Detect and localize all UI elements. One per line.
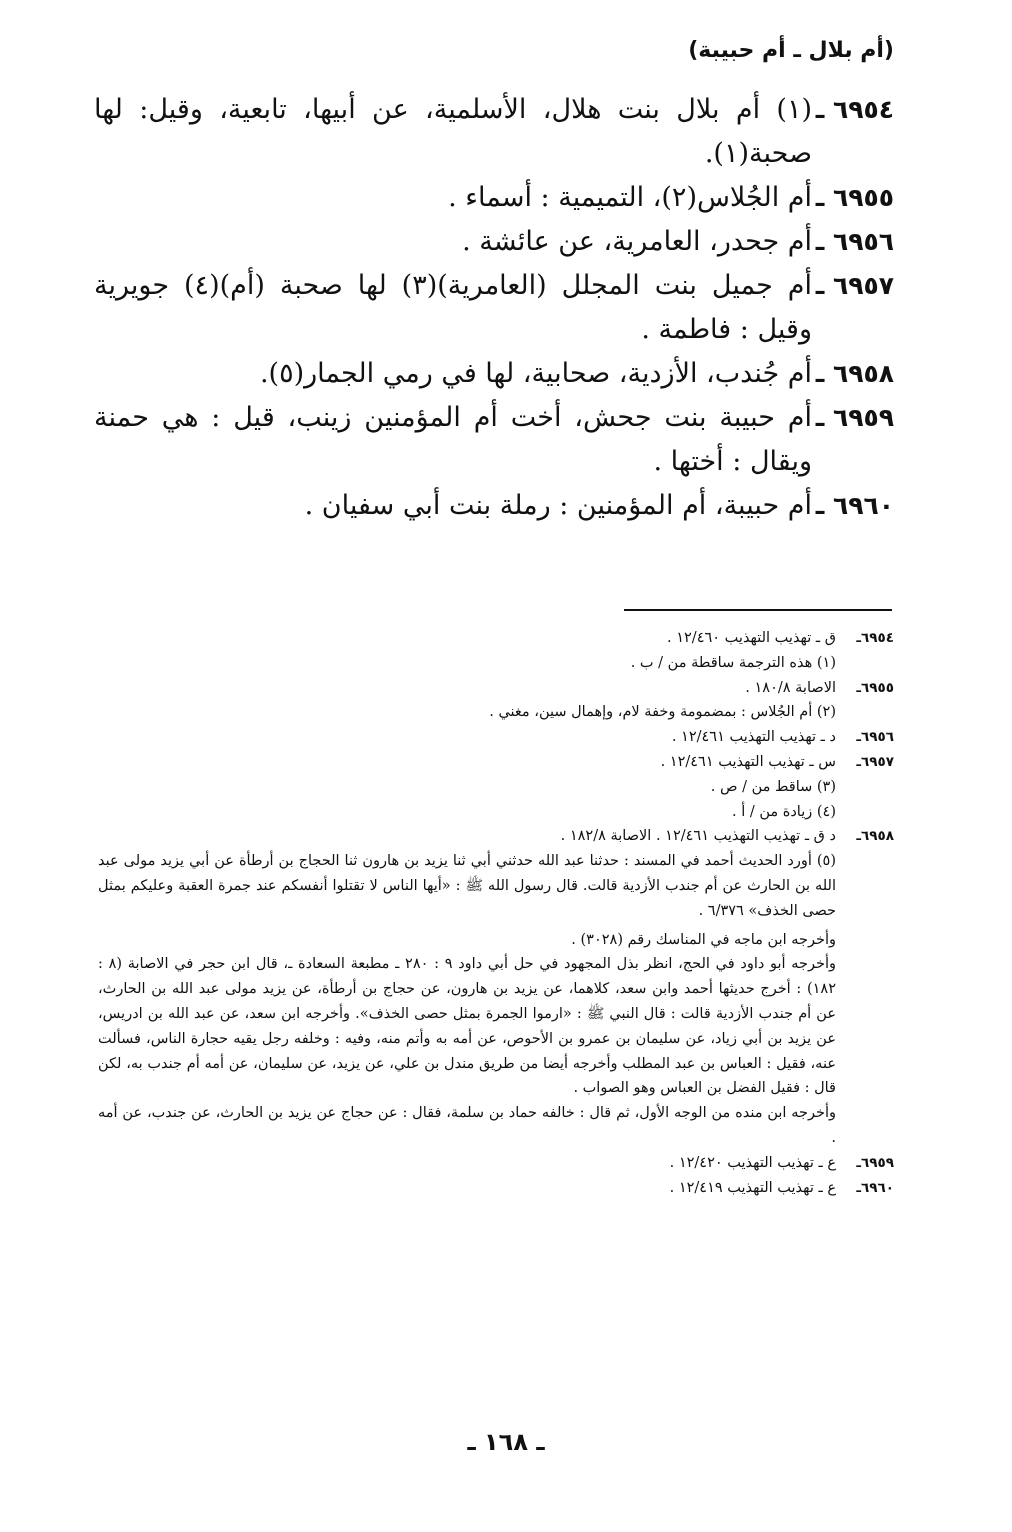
footnote-separator <box>624 609 892 611</box>
footnote-entry-number: ٦٩٥٥ـ <box>856 679 894 696</box>
entry-6959 <box>94 396 894 484</box>
footnote-entry-number <box>836 849 894 923</box>
footnote-text: الاصابة ١٨٠/٨ . <box>745 679 836 696</box>
running-header: (أم بلال ـ أم حبيبة) <box>688 38 894 63</box>
entry-6957 <box>94 264 894 352</box>
footnote-row <box>98 1176 894 1201</box>
footnote-text: (١) هذه الترجمة ساقطة من / ب . <box>630 654 836 671</box>
footnote-row <box>98 800 894 825</box>
footnote-text: (٤) زيادة من / أ . <box>731 803 836 820</box>
footnote-row <box>98 775 894 800</box>
footnote-entry-number <box>836 928 894 953</box>
footnote-entry-number: ٦٩٥٧ـ <box>856 753 894 770</box>
page-number: ـ ١٦٨ ـ <box>467 1428 545 1456</box>
footnote-row <box>98 700 894 725</box>
footnote-row <box>98 824 894 849</box>
entry-6954 <box>94 88 894 176</box>
footnote-text: وأخرجه ابن ماجه في المناسك رقم (٣٠٢٨) . <box>571 931 836 948</box>
entry-number: ٦٩٥٦ ـ <box>815 227 894 256</box>
footnote-row <box>98 1151 894 1176</box>
footnote-entry-number: ٦٩٦٠ـ <box>856 1179 894 1196</box>
footnotes <box>98 626 894 1200</box>
entry-text: أم جميل بنت المجلل (العامرية)(٣) لها صحبة (أم)(٤) جويرية وقيل : فاطمة . <box>94 270 812 345</box>
footnote-entry-number <box>836 775 894 800</box>
entry-number: ٦٩٥٩ ـ <box>815 403 894 432</box>
entry-number: ٦٩٥٥ ـ <box>815 183 894 212</box>
footnote-entry-number <box>836 700 894 725</box>
footnote-entry-number <box>836 1101 894 1151</box>
footnote-row <box>98 725 894 750</box>
entry-6955 <box>94 176 894 220</box>
footnote-row <box>98 651 894 676</box>
footnote-entry-number: ٦٩٥٤ـ <box>856 630 894 646</box>
entry-text: أم حبيبة، أم المؤمنين : رملة بنت أبي سفيان . <box>304 490 812 521</box>
footnote-text: وأخرجه أبو داود في الحج، انظر بذل المجهود في حل أبي داود ٩ : ٢٨٠ ـ مطبعة السعادة ـ، قال ابن حجر في الاصابة (٨ : ١٨٢) : أخرج حديثها أحمد وابن سعد، كلاهما، عن يزيد بن هارون، عن حجاج بن أرطأة، عن يزيد مولى عبد الله بن الحارث، عن أم جندب الأزدية قالت : قال النبي ﷺ : «ارموا الجمرة بمثل حصى الخذف». وأخرجه ابن سعد، عن عبد الله بن ادريس، عن يزيد بن أبي زياد، عن سليمان بن عمرو بن الأحوص، عن أمه به وأتم منه، وفيه : وخلفه رجل يقيه حجارة الناس، فسألت عنه، فقيل : العباس بن عبد المطلب وأخرجه أيضا من طريق مندل بن علي، عن يزيد، عن سليمان، عن أمه أم جندب به، لكن قال : فقيل الفضل بن العباس وهو الصواب . <box>98 956 836 1097</box>
entry-text: أم الجُلاس(٢)، التميمية : أسماء . <box>448 182 812 213</box>
entry-text: أم جحدر، العامرية، عن عائشة . <box>462 226 812 257</box>
entry-text: أم حبيبة بنت جحش، أخت أم المؤمنين زينب، قيل : هي حمنة ويقال : أختها . <box>94 402 812 477</box>
footnote-text: س ـ تهذيب التهذيب ١٢/٤٦١ . <box>660 753 836 770</box>
footnote-text: ع ـ تهذيب التهذيب ١٢/٤٢٠ . <box>669 1154 836 1171</box>
entry-number: ٦٩٦٠ ـ <box>815 491 894 520</box>
footnote-text: ع ـ تهذيب التهذيب ١٢/٤١٩ . <box>669 1179 836 1196</box>
footnote-text: د ق ـ تهذيب التهذيب ١٢/٤٦١ . الاصابة ١٨٢/٨ . <box>560 828 836 845</box>
footnote-text: (٣) ساقط من / ص . <box>710 778 836 795</box>
footnote-text: د ـ تهذيب التهذيب ١٢/٤٦١ . <box>671 729 836 746</box>
footnote-text: (٢) أم الجُلاس : بمضمومة وخفة لام، وإهمال سين، مغني . <box>489 704 836 721</box>
entry-number: ٦٩٥٨ ـ <box>815 359 894 388</box>
footnote-text: ق ـ تهذيب التهذيب ١٢/٤٦٠ . <box>667 630 836 646</box>
entries-list <box>94 88 894 528</box>
entry-number: ٦٩٥٤ ـ <box>815 95 894 124</box>
footnote-entry-number <box>836 651 894 676</box>
footnote-entry-number: ٦٩٥٦ـ <box>856 729 894 746</box>
footnote-text: وأخرجه ابن منده من الوجه الأول، ثم قال : خالفه حماد بن سلمة، فقال : عن حجاج عن يزيد بن الحارث، عن جندب، عن أمه . <box>98 1105 836 1146</box>
footnote-row <box>98 626 894 651</box>
entry-number: ٦٩٥٧ ـ <box>815 271 894 300</box>
footnote-entry-number <box>836 952 894 1101</box>
footnote-row <box>98 928 894 953</box>
footnote-row <box>98 676 894 701</box>
footnote-row <box>98 1101 894 1151</box>
entry-6958 <box>94 352 894 396</box>
entry-6960 <box>94 484 894 528</box>
footnote-entry-number: ٦٩٥٨ـ <box>856 828 894 845</box>
entry-text: (١) أم بلال بنت هلال، الأسلمية، عن أبيها، تابعية، وقيل: لها صحبة(١). <box>94 94 812 169</box>
footnote-row <box>98 750 894 775</box>
footnote-entry-number <box>836 800 894 825</box>
entry-6956 <box>94 220 894 264</box>
entry-text: أم جُندب، الأزدية، صحابية، لها في رمي الجمار(٥). <box>259 358 812 389</box>
footnote-row <box>98 849 894 923</box>
footnote-text: (٥) أورد الحديث أحمد في المسند : حدثنا عبد الله حدثني أبي ثنا يزيد بن هارون ثنا الحجاج بن أرطأة عن أبي يزيد مولى عبد الله بن الحارث عن أم جندب الأزدية قالت. قال رسول الله ﷺ : «أيها الناس لا تقتلوا أنفسكم عند جمرة العقبة وعليكم بمثل حصى الخذف» ٦/٣٧٦ . <box>98 853 836 919</box>
footnote-row <box>98 952 894 1101</box>
footnote-entry-number: ٦٩٥٩ـ <box>856 1154 894 1171</box>
